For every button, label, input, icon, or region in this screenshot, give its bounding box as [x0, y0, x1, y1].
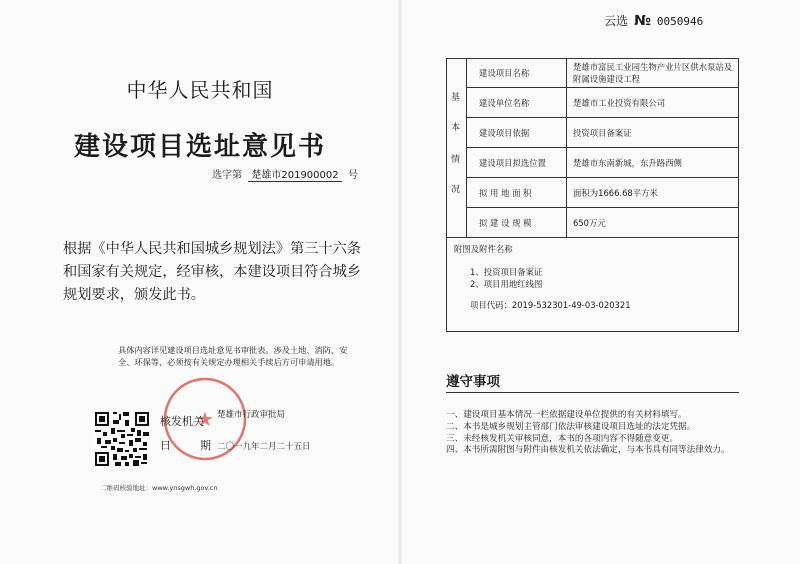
row-value: 楚雄市工业投资有限公司	[573, 97, 666, 108]
country-name: 中华人民共和国	[126, 78, 274, 102]
document-number	[212, 166, 358, 182]
number-suffix: 号	[348, 170, 358, 181]
approval-statement: 根据《中华人民共和国城乡规划法》第三十六条和国家有关规定，经审核，本建设项目符合城乡规划要求，颁发此书。	[63, 241, 361, 303]
attachments-list	[470, 266, 542, 290]
number-value: 楚雄市201900002	[248, 166, 342, 182]
serial-number	[604, 12, 703, 29]
detail-note: 具体内容详见建设项目选址意见书审批表。涉及土地、消防、安全、环保等，必须按有关规定办理相关手续后方可申请用地。	[118, 345, 348, 367]
side-char: 本	[451, 123, 461, 133]
row-value: 楚雄市东南新城，东升路西侧	[573, 157, 682, 168]
row-key: 拟 建 设 规 模	[446, 208, 567, 237]
qr-code	[93, 410, 151, 468]
observe-list	[446, 410, 746, 457]
side-char: 情	[451, 155, 461, 165]
table-row	[467, 118, 739, 148]
table-row	[467, 58, 739, 88]
row-key: 建设单位名称	[467, 88, 567, 117]
qr-verify-url: 二维码核验地址：www.ynsgwh.gov.cn	[100, 484, 218, 492]
attachments-title: 附图及附件名称	[454, 244, 513, 254]
svg-text:★: ★	[196, 407, 214, 431]
row-value: 楚雄市富民工业园生物产业片区供水泵站及附属设施建设工程	[573, 61, 733, 84]
list-item: 一、建设项目基本情况一栏依据建设单位提供的有关材料填写。	[446, 410, 687, 420]
table-row	[467, 178, 739, 208]
list-item: 2、项目用地红线图	[470, 279, 543, 289]
project-code: 项目代码：2019-532301-49-03-020321	[470, 300, 631, 310]
issuer-value: 楚雄市行政审批局	[217, 410, 286, 420]
row-key: 拟 用 地 面 积	[467, 178, 567, 207]
row-key: 建设项目依据	[467, 118, 567, 147]
table-row	[467, 148, 739, 178]
document-title: 建设项目选址意见书	[73, 132, 326, 162]
side-char: 基	[451, 93, 461, 103]
issuer-label: 核发机关	[160, 415, 204, 428]
list-item: 二、本书是城乡规划主管部门依法审核建设项目选址的法定凭据。	[446, 421, 696, 432]
serial-prefix: 云选	[604, 14, 629, 28]
date-label-1: 日	[160, 439, 171, 452]
row-value: 投资项目备案证	[573, 127, 632, 138]
list-item: 1、投资项目备案证	[470, 267, 543, 277]
list-item: 三、未经核发机关审核同意，本书的各项内容不得随意变更。	[446, 433, 679, 444]
row-value: 650万元	[573, 217, 606, 228]
table-row	[446, 208, 739, 238]
side-char: 况	[451, 185, 461, 195]
divider	[446, 392, 739, 393]
list-item: 四、本书所需附图与附件由核发机关依法确定，与本书具有同等法律效力。	[446, 445, 730, 456]
serial-symbol: №	[634, 13, 651, 29]
row-value: 面积为1666.68平方米	[573, 187, 658, 198]
issue-date: 二〇一九年二月二十五日	[217, 442, 311, 452]
date-label-2: 期	[200, 439, 211, 452]
row-key: 建设项目名称	[467, 58, 567, 87]
table-row	[467, 88, 739, 118]
serial-value: 0050946	[656, 15, 704, 28]
row-key: 建设项目拟选位置	[467, 148, 567, 177]
number-prefix: 选字第	[212, 170, 242, 181]
observe-title: 遵守事项	[446, 374, 500, 390]
